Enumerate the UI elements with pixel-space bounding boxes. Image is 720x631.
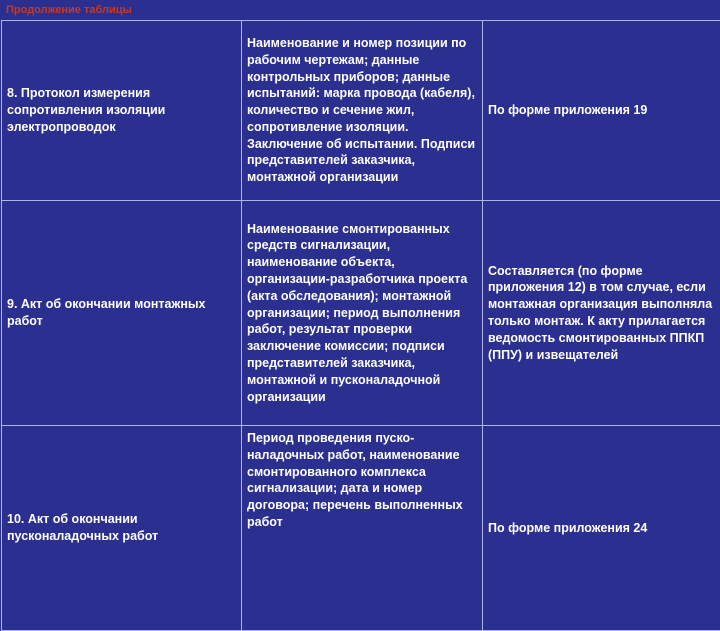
document-contents: Наименование смонтированных средств сигнализации, наименование объекта, организации-разработчика проекта (акта обследования); монтажной организации; период выполнения работ, результат проверки заключение комиссии; подписи представителей заказчика, монтажной и пусконаладочной организации (247, 221, 477, 406)
document-name: 8. Протокол измерения сопротивления изоляции электропроводок (7, 85, 236, 135)
table-row (2, 201, 720, 426)
document-contents-cell (242, 426, 483, 631)
document-note: По форме приложения 19 (488, 102, 717, 119)
document-note: Составляется (по форме приложения 12) в том случае, если монтажная организация выполняла только монтаж. К акту прилагается ведомость смонтированных ППКП (ППУ) и извещателей (488, 263, 717, 364)
document-note-cell (483, 21, 720, 201)
document-note-cell (483, 426, 720, 631)
document-name: 9. Акт об окончании монтажных работ (7, 296, 236, 330)
document-name: 10. Акт об окончании пусконаладочных работ (7, 511, 236, 545)
document-contents-cell (242, 21, 483, 201)
table-caption: Продолжение таблицы (6, 4, 132, 17)
document-contents-cell (242, 201, 483, 426)
table-row (2, 426, 720, 631)
document-name-cell (2, 201, 242, 426)
table-row (2, 21, 720, 201)
document-name-cell (2, 426, 242, 631)
document-note: По форме приложения 24 (488, 520, 717, 537)
documents-table (1, 20, 720, 631)
document-contents: Наименование и номер позиции по рабочим чертежам; данные контрольных приборов; данные испытаний: марка провода (кабеля), количество и сечение жил, сопротивление изоляции. Заключение об испытании. Подписи представителей заказчика, монтажной организации (247, 35, 477, 186)
document-name-cell (2, 21, 242, 201)
document-note-cell (483, 201, 720, 426)
document-contents: Период проведения пуско-наладочных работ, наименование смонтированного комплекса сигнализации; дата и номер договора; перечень выполненных работ (247, 430, 477, 531)
